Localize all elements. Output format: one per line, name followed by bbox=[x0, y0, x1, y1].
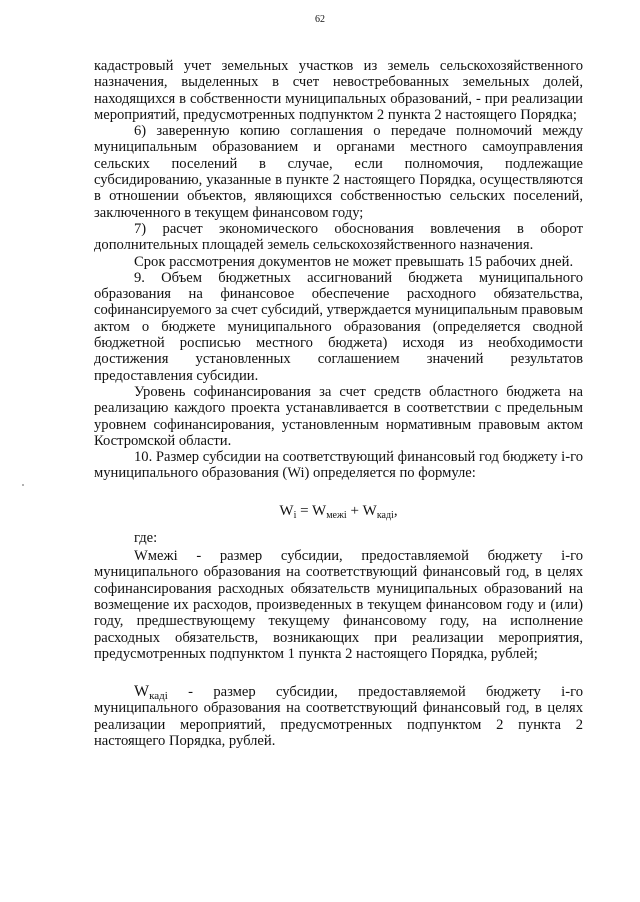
formula-term2-sub: каді bbox=[376, 509, 394, 521]
definition-w-kad-sub: каді bbox=[149, 690, 168, 703]
formula-lhs-base: W bbox=[279, 502, 294, 519]
paragraph-item-7: 7) расчет экономического обоснования вовлечения в оборот дополнительных площадей земель сельскохозяйственного назначения. bbox=[94, 220, 583, 254]
paragraph-section-9: 9. Объем бюджетных ассигнований бюджета муниципального образования на финансовое обеспечение расходного обязательства, софинансируемого за счет субсидий, утверждается муниципальным правовым актом о бюджете муниципального образования (определяется сводной бюджетной росписью местного бюджета) исходя из необходимости достижения установленных соглашением значений результатов предоставления субсидии. bbox=[94, 269, 583, 384]
paragraph-item-6: 6) заверенную копию соглашения о передаче полномочий между муниципальным образованием и органами местного самоуправления сельских поселений в случае, если полномочия, подлежащие субсидированию, указанные в пункте 2 настоящего Порядка, осуществляются в отношении объектов, являющихся собственностью сельских поселений, заключенного в текущем финансовом году; bbox=[94, 123, 583, 221]
paragraph-continuation: кадастровый учет земельных участков из земель сельскохозяйственного назначения, выделенных в счет невостребованных земельных долей, находящихся в собственности муниципальных образований, - при реализации мероприятий, предусмотренных подпунктом 2 пункта 2 настоящего Порядка; bbox=[94, 58, 583, 123]
paragraph-section-10: 10. Размер субсидии на соответствующий финансовый год бюджету i-го муниципального образования (Wi) определяется по формуле: bbox=[94, 449, 583, 482]
definition-w-kad-base: W bbox=[134, 683, 150, 701]
definition-w-kad-text: - размер субсидии, предоставляемой бюджету i-го муниципального образования на соответствующий финансовый год, в целях реализации мероприятий, предусмотренных подпунктом 2 пункта 2 настоящего Порядка, рублей. bbox=[94, 684, 583, 749]
formula-end: , bbox=[393, 502, 398, 519]
where-label: где: bbox=[134, 529, 158, 546]
page-number: 62 bbox=[315, 14, 325, 25]
scan-artifact-dot bbox=[22, 484, 24, 486]
paragraph-cofinancing-level: Уровень софинансирования за счет средств областного бюджета на реализацию каждого проекта устанавливается в соответствии с предельным уровнем софинансирования, установленным нормативным правовым актом Костромской области. bbox=[94, 383, 583, 449]
formula-term2-base: W bbox=[362, 502, 377, 519]
formula-plus: + bbox=[346, 502, 363, 519]
formula-term1-sub: межі bbox=[326, 509, 347, 521]
subsidy-formula bbox=[94, 502, 583, 520]
formula-equals: = bbox=[296, 502, 313, 519]
definition-w-mezh-symbol: Wмежі bbox=[134, 548, 178, 565]
definition-w-mezh bbox=[94, 548, 583, 662]
document-body bbox=[94, 58, 583, 749]
formula-term1-base: W bbox=[312, 502, 327, 519]
formula-lhs-sub: i bbox=[293, 509, 297, 521]
definition-w-kad bbox=[94, 684, 583, 749]
paragraph-review-term: Срок рассмотрения документов не может превышать 15 рабочих дней. bbox=[134, 253, 574, 270]
definition-w-mezh-text: - размер субсидии, предоставляемой бюджету i-го муниципального образования на соответствующий финансовый год, в целях софинансирования расходных обязательств муниципальных образований на возмещение их расходов, произведенных в текущем финансовом году и (или) году, предшествующему текущему финансовому году, на исполнение расходных обязательств, возникающих при реализации мероприятия, предусмотренных подпунктом 1 пункта 2 настоящего Порядка, рублей; bbox=[94, 548, 583, 662]
